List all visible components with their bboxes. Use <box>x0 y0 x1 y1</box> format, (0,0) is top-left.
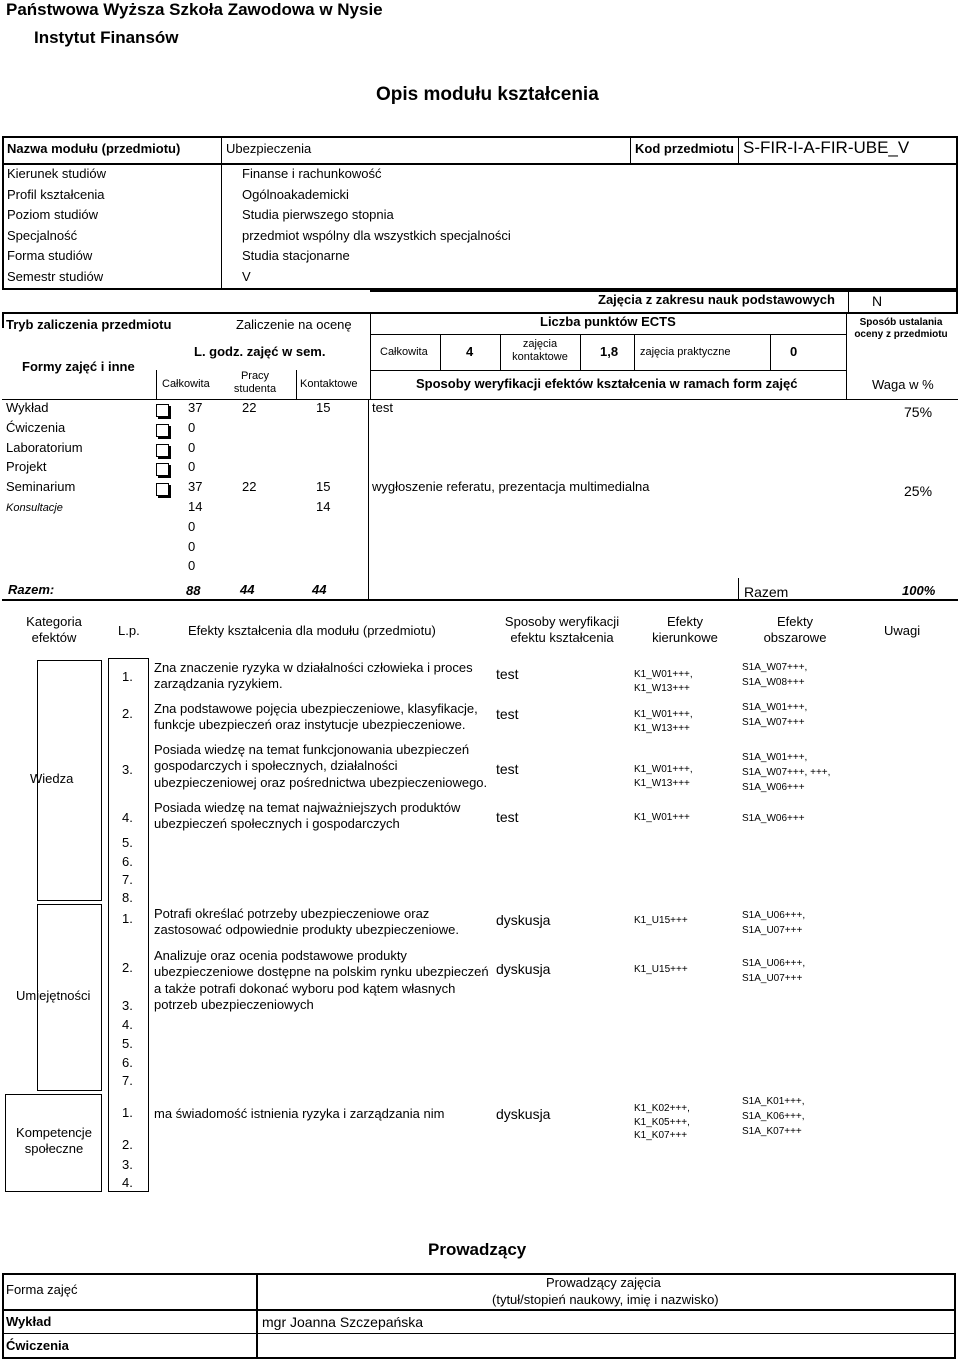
ects-practical-label: zajęcia praktyczne <box>640 346 731 358</box>
form-checkbox <box>156 463 169 476</box>
info-value: Studia stacjonarne <box>242 248 350 263</box>
lecturers-col-form: Forma zajęć <box>6 1282 78 1297</box>
lecturers-title: Prowadzący <box>428 1240 527 1259</box>
sum-label-2: Razem <box>744 584 789 600</box>
form-total: 0 <box>188 558 196 574</box>
form-contact: 15 <box>316 479 331 495</box>
effect-method: test <box>496 706 519 722</box>
form-name: Wykład <box>6 400 49 415</box>
effect-text: Posiada wiedzę na temat najważniejszych produktów ubezpieczeń społecznych i gospodarczych <box>154 800 461 832</box>
course-code-value: S-FIR-I-A-FIR-UBE_V <box>743 138 910 157</box>
info-label: Profil kształcenia <box>7 186 105 202</box>
info-value: Ogólnoakademicki <box>242 186 349 202</box>
effect-field: K1_W01+++, K1_W13+++ <box>634 709 693 734</box>
col-verification-methods: Sposoby weryfikacji efektów kształcenia w ramach form zajęć <box>416 376 798 391</box>
sum-contact: 44 <box>312 582 327 597</box>
ects-contact-label: zajęcia kontaktowe <box>512 338 568 364</box>
effect-method: test <box>496 761 519 777</box>
form-checkbox <box>156 404 169 417</box>
effect-field: K1_K02+++, K1_K05+++, K1_K07+++ <box>634 1103 690 1141</box>
effect-area: S1A_K01+++, S1A_K06+++, S1A_K07+++ <box>742 1096 805 1137</box>
effect-area: S1A_U06+++, S1A_U07+++ <box>742 958 806 984</box>
category-competences: Kompetencje społeczne <box>16 1125 92 1156</box>
effect-area: S1A_W01+++, S1A_W07+++ <box>742 702 808 728</box>
effect-field: K1_W01+++, K1_W13+++ <box>634 764 693 789</box>
assessment-mode-label: Tryb zaliczenia przedmiotu <box>6 317 172 332</box>
sum-work: 44 <box>240 582 255 597</box>
effect-method: dyskusja <box>496 961 551 977</box>
form-name: Laboratorium <box>6 439 83 455</box>
grade-method-label: Sposób ustalania oceny z przedmiotu <box>854 317 948 340</box>
info-label: Semestr studiów <box>7 268 104 284</box>
effect-method: dyskusja <box>496 912 551 928</box>
hours-label: L. godz. zajęć w sem. <box>194 344 326 359</box>
form-checkbox <box>156 444 169 457</box>
effect-area: S1A_U06+++, S1A_U07+++ <box>742 910 806 936</box>
lecturer-name-1: mgr Joanna Szczepańska <box>262 1314 424 1330</box>
module-name-value: Ubezpieczenia <box>226 141 312 156</box>
effect-lp: 2. <box>122 960 133 975</box>
effect-area: S1A_W06+++ <box>742 813 805 824</box>
ects-label: Liczba punktów ECTS <box>540 314 676 329</box>
form-total: 0 <box>188 538 196 554</box>
form-method: test <box>372 400 393 415</box>
info-label: Poziom studiów <box>7 207 99 222</box>
form-total: 0 <box>188 459 196 475</box>
effect-lp: 6. <box>122 854 133 869</box>
effect-lp: 7. <box>122 872 133 887</box>
form-total: 0 <box>188 518 196 534</box>
col-student-work: Pracy studenta <box>233 370 277 396</box>
effect-text: Posiada wiedzę na temat funkcjonowania ubezpieczeń gospodarczych i społecznych, działalności ubezpieczeniowej oraz pośrednictwa ubezpieczeniowego. <box>154 742 488 790</box>
effect-lp: 6. <box>122 1055 133 1070</box>
forms-label: Formy zajęć i inne <box>22 359 135 374</box>
effect-lp: 5. <box>122 1036 133 1051</box>
info-label: Forma studiów <box>7 248 93 263</box>
lecturers-col-name-sub: (tytuł/stopień naukowy, imię i nazwisko) <box>492 1292 719 1307</box>
effects-methods-header: Sposoby weryfikacji efektu kształcenia <box>504 614 620 645</box>
effect-lp: 1. <box>122 911 133 926</box>
effect-field: K1_U15+++ <box>634 964 688 975</box>
info-value: Studia pierwszego stopnia <box>242 207 394 222</box>
effect-lp: 7. <box>122 1073 133 1088</box>
info-label: Kierunek studiów <box>7 166 106 181</box>
effect-lp: 4. <box>122 1017 133 1032</box>
ects-total-value: 4 <box>466 344 474 359</box>
form-checkbox <box>156 424 169 437</box>
basic-sciences-label: Zajęcia z zakresu nauk podstawowych <box>598 292 835 307</box>
effect-text: Analizuje oraz ocenia podstawowe produkty ubezpieczeniowe dostępne na polskim rynku ubezpieczeń a także potrafi dokonać wyboru pod kątem własnych potrzeb ubezpieczeniowych <box>154 948 489 1012</box>
effect-field: K1_W01+++ <box>634 812 690 823</box>
effect-lp: 8. <box>122 890 133 905</box>
form-work: 22 <box>242 479 257 495</box>
info-value: V <box>242 268 251 284</box>
form-work: 22 <box>242 400 257 415</box>
sum-total: 88 <box>186 583 201 598</box>
institute-name: Instytut Finansów <box>34 28 179 47</box>
document-title: Opis modułu kształcenia <box>376 84 599 105</box>
effect-method: test <box>496 809 519 825</box>
form-name: Seminarium <box>6 479 76 495</box>
effect-lp: 2. <box>122 1137 133 1152</box>
assessment-mode-value: Zaliczenie na ocenę <box>236 317 352 332</box>
form-weight: 25% <box>904 483 933 500</box>
form-name: Ćwiczenia <box>6 419 66 435</box>
effect-text: Zna znaczenie ryzyka w działalności człowieka i proces zarządzania ryzykiem. <box>154 660 473 692</box>
effect-area: S1A_W01+++, S1A_W07+++, +++, S1A_W06+++ <box>742 752 831 793</box>
ects-total-label: Całkowita <box>380 346 428 358</box>
effects-area-header: Efekty obszarowe <box>763 614 827 645</box>
effect-lp: 4. <box>122 1175 133 1190</box>
form-method: wygłoszenie referatu, prezentacja multimedialna <box>372 479 650 495</box>
effects-lp-header: L.p. <box>118 623 140 638</box>
lecturer-form-2: Ćwiczenia <box>6 1338 69 1353</box>
effect-text: Zna podstawowe pojęcia ubezpieczeniowe, klasyfikacje, funkcje ubezpieczeń oraz instytucje ubezpieczeniowe. <box>154 701 478 733</box>
effect-field: K1_W01+++, K1_W13+++ <box>634 669 693 694</box>
effect-method: test <box>496 666 519 682</box>
effect-text: ma świadomość istnienia ryzyka i zarządzania nim <box>154 1106 445 1121</box>
effect-lp: 3. <box>122 1157 133 1172</box>
effects-field-header: Efekty kierunkowe <box>652 614 718 645</box>
effect-lp: 5. <box>122 835 133 850</box>
form-total: 0 <box>188 419 196 435</box>
school-name: Państwowa Wyższa Szkoła Zawodowa w Nysie <box>6 0 383 19</box>
sum-label: Razem: <box>8 582 55 597</box>
effect-field: K1_U15+++ <box>634 915 688 926</box>
effects-notes-header: Uwagi <box>884 623 921 638</box>
form-checkbox <box>156 483 169 496</box>
info-label: Specjalność <box>7 227 78 243</box>
effect-area: S1A_W07+++, S1A_W08+++ <box>742 662 808 688</box>
effect-lp: 3. <box>122 998 133 1013</box>
effect-text: Potrafi określać potrzeby ubezpieczeniowe oraz zastosować odpowiednie produkty ubezpieczeniowe. <box>154 906 459 938</box>
form-weight: 75% <box>904 404 933 420</box>
module-name-label: Nazwa modułu (przedmiotu) <box>7 141 181 156</box>
effect-lp: 1. <box>122 1105 133 1120</box>
info-value: przedmiot wspólny dla wszystkich specjalności <box>242 227 511 243</box>
col-total: Całkowita <box>162 378 210 390</box>
effect-lp: 1. <box>122 669 133 684</box>
basic-sciences-value: N <box>872 293 883 309</box>
category-knowledge: Wiedza <box>30 771 74 786</box>
ects-practical-value: 0 <box>790 344 798 359</box>
col-contact: Kontaktowe <box>300 378 358 390</box>
course-code-label: Kod przedmiotu <box>635 141 734 156</box>
info-value: Finanse i rachunkowość <box>242 166 382 181</box>
sum-weight: 100% <box>902 583 936 598</box>
effect-method: dyskusja <box>496 1106 551 1122</box>
form-total: 0 <box>188 439 196 455</box>
ects-contact-value: 1,8 <box>600 344 619 359</box>
form-contact: 15 <box>316 400 331 415</box>
form-total: 37 <box>188 400 203 415</box>
effect-lp: 3. <box>122 762 133 777</box>
form-contact: 14 <box>316 499 331 514</box>
category-skills: Umiejętności <box>16 988 91 1003</box>
effects-category-header: Kategoria efektów <box>26 614 82 645</box>
lecturers-col-name: Prowadzący zajęcia <box>546 1275 661 1290</box>
form-total: 14 <box>188 499 203 514</box>
col-weight: Waga w % <box>872 377 934 392</box>
form-total: 37 <box>188 479 203 495</box>
effects-text-header: Efekty kształcenia dla modułu (przedmiotu) <box>188 623 436 638</box>
lecturer-form-1: Wykład <box>6 1314 52 1329</box>
form-name: Konsultacje <box>6 502 63 514</box>
effect-lp: 2. <box>122 706 133 721</box>
form-name: Projekt <box>6 459 47 475</box>
effect-lp: 4. <box>122 810 133 825</box>
